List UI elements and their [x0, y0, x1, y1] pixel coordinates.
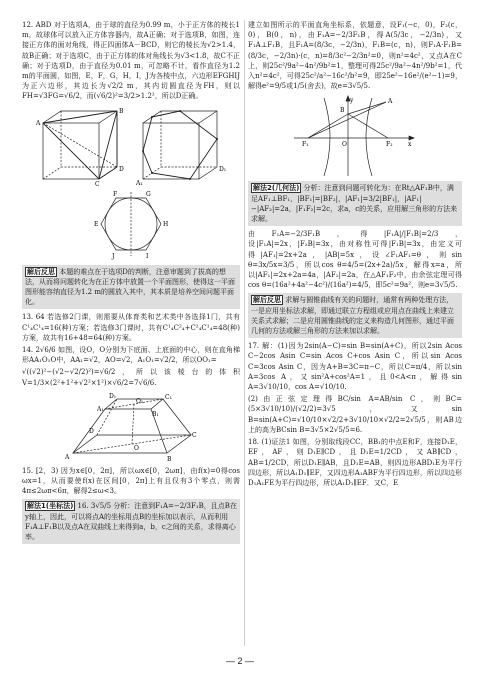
page-number: — 2 —	[225, 656, 254, 666]
frustum-figure	[63, 391, 199, 463]
hex-label-f: F	[113, 190, 118, 198]
frustum-label-o1: O₁	[136, 397, 144, 405]
question-16-box	[22, 499, 240, 544]
hex-label-i: I	[146, 252, 149, 260]
question-13-text: 13. 64 若选修2门课，则需要从体育类和艺术类中各选择1门，共有C¹₄C¹₄=16(种)方案；若选修3门课时，共有C¹₄C²₄+C²₄C¹₄=48(种)方案，故共有16+48=64(种)方案。	[22, 313, 240, 342]
hexagon-figure	[76, 190, 186, 262]
hex-label-j: J	[112, 252, 115, 260]
hex-label-e: E	[94, 220, 99, 228]
hyperbola-label-f2: F₂	[386, 141, 393, 149]
question-15-text: 15. [2，3) 因为x∈[0，2π]，所以ωx∈[0，2ωπ]，由f(x)=0得cos ωx=1，从而要使f(x)在区间[0，2π]上有且仅有3个零点，则需4π≤2ωπ<6π，解得2≤ω<3。	[22, 466, 240, 496]
question-16-text: 16. 3√5/5 分析：注意到F₁A=−2/3F₁B，且点B在y轴上，因此，可以将点A的坐标用点B的坐标加以表示，从而利用F₁A⊥F₁B以及点A在双曲线上来得到a，b，c之间的关系，求得离心率。	[25, 502, 237, 542]
reflection-note-1	[22, 265, 240, 310]
column-divider	[244, 20, 245, 646]
solution-1-tag: 解法1(坐标法)	[27, 502, 74, 511]
fig1-label-a: A	[36, 119, 41, 127]
right-column	[248, 20, 462, 490]
frustum-label-o: O	[134, 444, 139, 452]
frustum-label-a: A	[65, 453, 70, 461]
fig2-label-a1: A₁	[136, 179, 143, 187]
hyperbola-figure	[290, 94, 420, 178]
question-16-solution-1: 建立如图所示的平面直角坐标系，依题意，设F₁(−c，0)，F₂(c，0)，B(0，n)，由F₁A=−2/3F₁B，得A(5/3c，−2/3n)，又F₁A⊥F₁B，且F₁A=(8/3c，−2/3n)，F₁B=(c，n)，则F₁A·F₁B=(8/3c，−2/3n)·(c，n)=8/3c²−2/3n²=0，则n²=4c²，又点A在C上，则25c²/9a²−4n²/9b²=1，整理可得25c²/9a²−4n²/9b²=1，代入n²=4c²，可得25c²/a²−16c²/b²=9，即25e²−16e²/(e²−1)=9，解得e²=9/5或1/5(舍去)，故e=3√5/5.	[248, 21, 462, 91]
frustum-label-d1: D₁	[109, 392, 117, 400]
frustum-label-a1: A₁	[97, 405, 104, 413]
question-14-text: 14. 2√6/6 如图，设O，O分别为下底面、上底面的中心，则在直角梯形AA₁O₁O中，AA₁=√2，AO=√2，A₁O₁=√2/2，所以OO₁=	[22, 346, 240, 365]
fig1-label-d: D	[119, 165, 124, 173]
solution-2-tag: 解法2(几何法)	[253, 184, 300, 193]
frustum-label-c1: C₁	[165, 393, 172, 401]
hex-label-g: G	[146, 190, 151, 198]
hyperbola-label-o: O	[342, 141, 347, 149]
frustum-label-b: B	[167, 455, 172, 463]
frustum-label-d: D	[89, 427, 94, 435]
hyperbola-label-y: y	[350, 97, 354, 105]
fig1-label-c: C	[95, 180, 100, 187]
question-17-part-1: 17. 解：(1)因为2sin(A−C)=sin B=sin(A+C)，所以2sin Acos C−2cos Asin C=sin Acos C+cos Asin C，所以sin Acos C=3cos Asin C，因为A+B=3C=π−C，所以C=π/4，所以sin A=3cos A，又sin²A+cos²A=1，且0<A<π，解得sin A=3√10/10，cos A=√10/10.	[248, 342, 462, 392]
left-column	[22, 20, 240, 547]
cube-figures	[33, 105, 229, 187]
question-18-text: 18. (1)证法1 如图，分别取线段CC，BB₁的中点E和F，连接D₁E，EF，AF，则D₁E∥CD，且D₁E=1/2CD，又AB∥CD，AB=1/2CD，所以D₁E∥AB，且D₁E=AB，则四边形ABD₁E为平行四边形，所以A₁D₁∥EF，又四边形A₁ABF为平行四边形，所以四边形D₁A₁FE为平行四边形，所以A₁D₁∥EF．又C，E	[248, 438, 462, 487]
reflection-text-1: 本题的难点在于选项D的判断，注意审题到了拔高的想法，从而将问题转化为在正方体中放置一个平面图形，使得这一平面图形能容纳直径为1.2 m的圆放入其中，其本质是培养空间问题平面化。	[25, 267, 235, 307]
question-17-part-2: (2)由正弦定理得BC/sin A=AB/sin C，则BC=(5×3√10/10)/(√2/2)=3√5，又sin B=sin(A+C)=√10/10×√2/2+3√10/10×√2/2=2√5/5，则AB边上的高为BCsin B=3√5×2√5/5=6.	[248, 395, 462, 434]
solution-2-box	[248, 181, 462, 226]
question-14-formula: √((√2)²−(√2−√2/2)²)=√6/2，所以该棱台的体积V=1/3×(2²+1²+√2²×1²)×√6/2=7√6/6.	[22, 368, 240, 387]
reflection-text-2: 求解与圆锥曲线有关的问题时，通常有两种处理方法，一是应用坐标法求解，即通过联立方程组或应用点在曲线上来建立关系式求解；二是应用圆锥曲线的定义来构造几何图形，通过平面几何的方法或解三角形的方法来加以求解。	[251, 296, 454, 336]
frustum-label-c: C	[192, 431, 197, 439]
hex-label-h: H	[163, 220, 169, 228]
fig2-label-d1: D₁	[219, 165, 227, 173]
hyperbola-label-f1: F₁	[302, 141, 309, 149]
reflection-tag-2: 解后反思	[253, 296, 281, 305]
frustum-label-b1: B₁	[152, 410, 159, 418]
fig1-label-b: B	[119, 107, 124, 115]
solution-2-analysis: 分析：注意到问题可转化为：在Rt△AF₁B中，满足AF₁⊥BF₁，|BF₁|=|BF₂|，|AF₁|=3/2|BF₁|，|AF₁|−|AF₂|=2a，|F₁F₂|=2c，求a，c的关系，应用解三角形的方法来求解。	[251, 184, 458, 224]
hyperbola-label-a: A	[388, 98, 393, 106]
reflection-note-2	[248, 293, 462, 338]
question-12-text: 12. ABD 对于选项A，由于球的直径为0.99 m，小于正方体的棱长1 m，故球体可以放入正方体容器内，故A正确；对于选项B，如图，连接正方体的面对角线，得正四面体A－BCD，则它的棱长为√2>1.4，故B正确；对于选项C，由于正方体的体对角线长为√3<1.8，故C不正确；对于选项D，由于直径为0.01 m，可忽略不计，看作直径为1.2 m的平面圆，如图，E，F，G，H，I，J为各棱中点，六边形EFGHIJ为正六边形，其边长为√2/2 m，其内切圆直径为FH，则以FH=√3FG=√6/2，而(√6/2)²=3/2>1.2²，所以D正确。	[22, 21, 240, 101]
hyperbola-label-x: x	[408, 141, 412, 149]
question-16-solution-2: 由F₁A=−2/3F₁B，得|F₁A|/|F₁B|=2/3，设|F₁A|=2x，|F₂B|=3x，由对称性可得|F₁B|=3x，由定义可得|AF₁|=2x+2a，|AB|=5x，设∠F₁AF₁=θ，则sin θ=3x/5x=3/5，所以cos θ=4/5=(2x+2a)/5x，解得x=a，所以|AF₁|=2x+2a=4a，|AF₂|=2a，在△AF₁F₂中，由余弦定理可得cos θ=(16a²+4a²−4c²)/(16a²)=4/5，即5c²=9a²，则e=3√5/5.	[248, 230, 462, 290]
reflection-tag-1: 解后反思	[27, 267, 55, 276]
hyperbola-label-b: B	[340, 107, 345, 115]
